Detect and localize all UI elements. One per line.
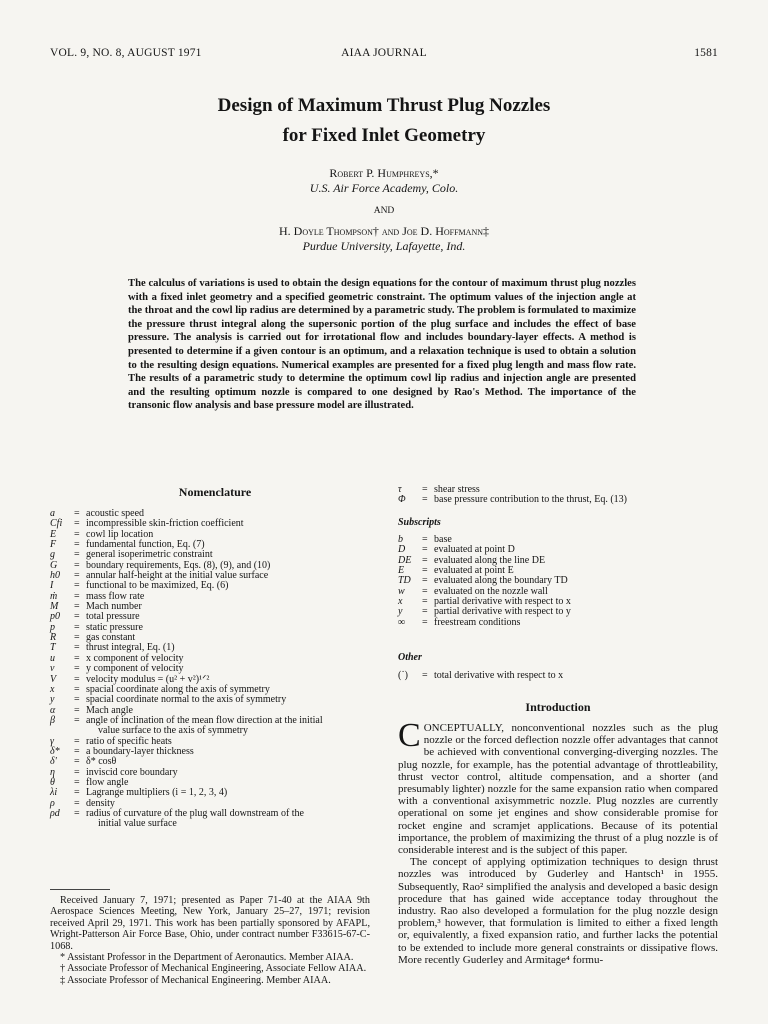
subscript-item: ∞ = freestream conditions [398,616,521,628]
nomenclature-item: Cfi = incompressible skin-friction coefficient [50,518,244,530]
footnote-received: Received January 7, 1971; presented as Paper 71-40 at the AIAA 9th Aerospace Sciences Meeting, New York, January 25–27, 1971; revision received April 29, 1971. This work has been partially sponsored by AFAPL, Wright-Patterson Air Force Base, Ohio, under contract number F33615-67-C-1068. [50,895,370,952]
nomenclature-item: h0 = annular half-height at the initial value surface [50,570,269,582]
subscript-item: D = evaluated at point D [398,544,515,556]
nomenclature-list-continued [398,485,718,506]
affiliation-2: Purdue University, Lafayette, Ind. [302,239,466,253]
other-heading: Other [398,652,422,663]
nomenclature-item: M = Mach number [50,601,142,613]
author-1: Robert P. Humphreys,* [329,166,439,180]
subscript-item: DE = evaluated along the line DE [398,554,546,566]
nomenclature-item-continued: value surface to the axis of symmetry [98,725,248,737]
footnote-3: ‡ Associate Professor of Mechanical Engineering. Member AIAA. [60,974,331,986]
introduction-paragraph-2: The concept of applying optimization techniques to design thrust nozzles was introduced by Guderley and Hantsch¹ in 1955. Subsequently, Rao² simplified the analysis and developed a basic design procedure that has gained wide acceptance today throughout the industry. Rao also developed a formulation for the plug nozzle design problem,³ however, that formulation is limited to either a fixed length or, equivalently, a fixed expansion ratio, and further lacks the potential to be extended to include more general constraints or dissipative flows. More recently Guderley and Armitage⁴ formu- [398,856,718,966]
nomenclature-item: g = general isoperimetric constraint [50,549,213,561]
nomenclature-item: δ* = a boundary-layer thickness [50,745,194,757]
abstract [128,277,636,413]
footnotes [50,895,370,986]
journal-volume: VOL. 9, NO. 8, AUGUST 1971 [50,47,202,59]
subscript-item: TD = evaluated along the boundary TD [398,575,568,587]
nomenclature-item: ρ = density [50,797,115,809]
nomenclature-item: u = x component of velocity [50,652,184,664]
subscript-item: x = partial derivative with respect to x [398,596,571,608]
introduction-paragraph-1: CONCEPTUALLY, nonconventional nozzles such as the plug nozzle or the forced deflection nozzle offer advantages that cannot be achieved with conventional converging-diverging nozzles. The plug nozzle, for example, has the potential advantage of throttleability, thrust vector control, altitude compensation, and a shorter (and presumably lighter) nozzle for the same expansion ratio when compared with a conventional axisymmetric nozzle. Plug nozzles are currently operational on some jet engines and show considerable promise for rocket engine and scramjet applications. Because of its potential importance, the problem of maximizing the thrust of a plug nozzle is of considerable interest and is the subject of this paper. [398,722,718,857]
nomenclature-item: p = static pressure [50,621,143,633]
footnote-1: * Assistant Professor in the Department of Aeronautics. Member AIAA. [60,952,354,964]
nomenclature-item: η = inviscid core boundary [50,766,178,778]
other-list [398,671,718,681]
subscript-item: E = evaluated at point E [398,565,514,577]
nomenclature-item: β = angle of inclination of the mean flow direction at the initial [50,714,323,726]
footnote-2: † Associate Professor of Mechanical Engineering, Associate Fellow AIAA. [60,963,367,975]
subscript-item: b = base [398,534,452,545]
introduction-body [398,722,718,1024]
nomenclature-item: E = cowl lip location [50,528,154,540]
nomenclature-item: v = y component of velocity [50,663,184,675]
abstract-text: The calculus of variations is used to obtain the design equations for the contour of maximum thrust plug nozzles with a fixed inlet geometry and a specified geometric constraint. The optimum values of the injection angle at the throat and the cowl lip radius are determined by a parametric study. The problem is formulated to maximize the pressure thrust integral along the supersonic portion of the plug surface and includes the effect of base pressure. The analysis is carried out for irrotational flow and includes boundary-layer effects. A method is presented to determine if a given contour is an optimum, and a relaxation technique is used to obtain a solution to the resulting design equations. Numerical examples are presented for a fixed plug length and mass flow rate. The results of a parametric study to determine the optimum cowl lip radius and injection angle are presented and the resulting optimum nozzle is compared to one designed by Rao's Method. The importance of the transonic flow analysis and base pressure model are illustrated. [128,278,636,412]
subscript-item: y = partial derivative with respect to y [398,606,571,618]
drop-cap: C [398,722,421,754]
author-and: AND [373,206,395,216]
title-line-1: Design of Maximum Thrust Plug Nozzles [217,95,551,116]
nomenclature-item: x = spacial coordinate along the axis of symmetry [50,683,270,695]
nomenclature-item: ṁ = mass flow rate [50,590,145,602]
nomenclature-list [50,509,370,830]
nomenclature-item: δ' = δ* cosθ [50,756,117,768]
nomenclature-item: θ = flow angle [50,776,129,788]
nomenclature-item: λi = Lagrange multipliers (i = 1, 2, 3, 4) [50,787,228,799]
nomenclature-item: R = gas constant [50,632,136,644]
nomenclature-item-continued: initial value surface [98,818,177,830]
subscripts-heading: Subscripts [398,517,441,528]
nomenclature-item: I = functional to be maximized, Eq. (6) [50,580,229,592]
nomenclature-item: τ = shear stress [398,484,480,495]
nomenclature-item: p0 = total pressure [50,611,140,623]
nomenclature-item: T = thrust integral, Eq. (1) [50,642,175,654]
nomenclature-heading: Nomenclature [178,485,252,499]
journal-name: AIAA JOURNAL [341,47,427,59]
footnote-rule [50,889,110,890]
subscripts-list [398,535,718,628]
affiliation-1: U.S. Air Force Academy, Colo. [309,181,459,195]
page-number: 1581 [694,47,718,59]
nomenclature-item: a = acoustic speed [50,508,145,519]
author-2: H. Doyle Thompson† and Joe D. Hoffmann‡ [278,224,489,238]
nomenclature-item: ρd = radius of curvature of the plug wall downstream of the [50,807,304,819]
other-item: (˙) = total derivative with respect to x [398,670,564,681]
nomenclature-item: V = velocity modulus = (u² + v²)¹ᐟ² [50,673,210,685]
nomenclature-item: α = Mach angle [50,704,133,716]
nomenclature-item: y = spacial coordinate normal to the axis of symmetry [50,694,287,706]
nomenclature-item: γ = ratio of specific heats [50,735,172,747]
subscript-item: w = evaluated on the nozzle wall [398,585,548,597]
nomenclature-item: G = boundary requirements, Eqs. (8), (9), and (10) [50,559,271,571]
nomenclature-item: Φ = base pressure contribution to the thrust, Eq. (13) [398,494,628,506]
nomenclature-item: F = fundamental function, Eq. (7) [50,539,205,551]
title-line-2: for Fixed Inlet Geometry [282,125,486,146]
introduction-heading: Introduction [525,700,591,714]
